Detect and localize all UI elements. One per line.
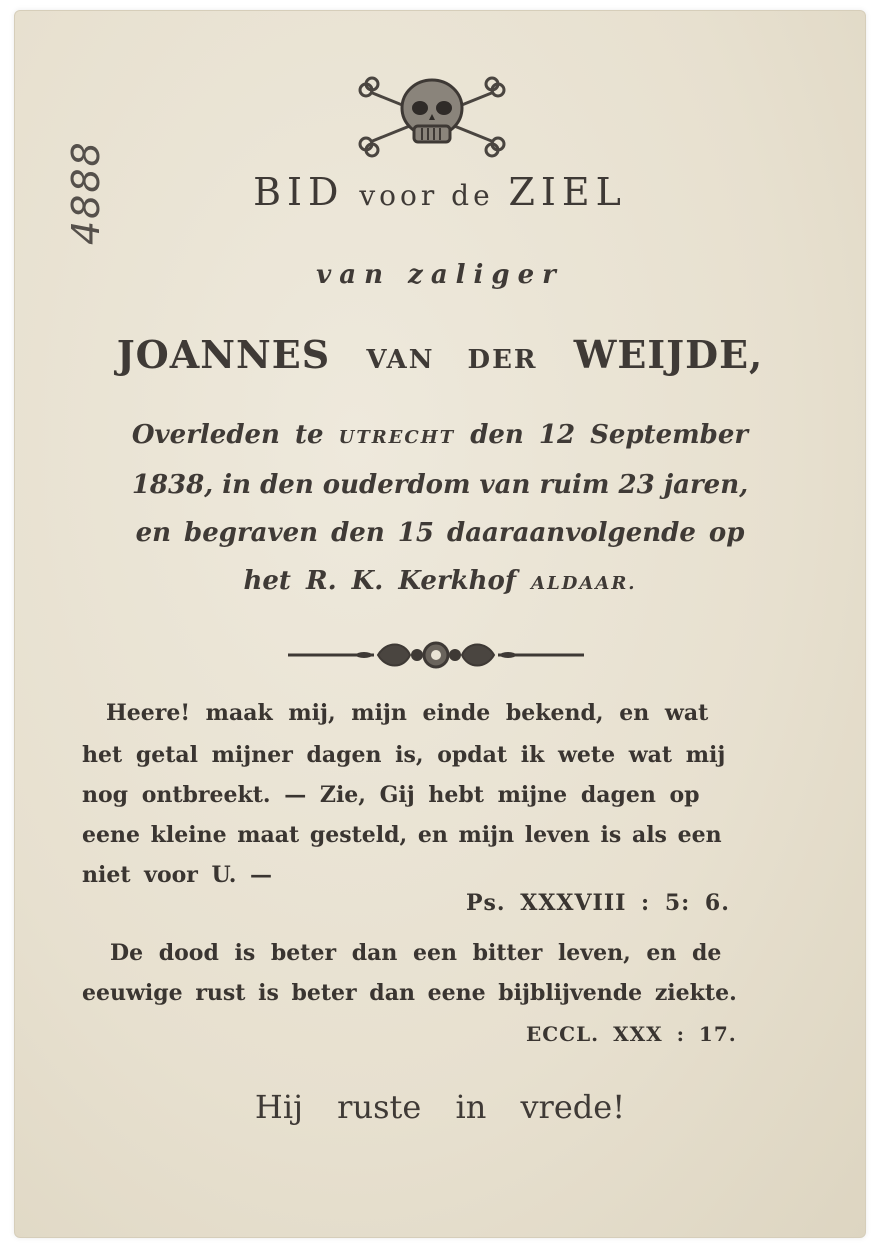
verse1-line-3: nog ontbreekt. — Zie, Gij hebt mijne dagen op (82, 782, 700, 808)
details-there: ALDAAR. (531, 573, 637, 594)
details-died-at: Overleden te (131, 420, 324, 450)
details-cemetery: het R. K. Kerkhof (243, 566, 517, 596)
verse1-line-1: Heere! maak mij, mijn einde bekend, en wat (106, 700, 709, 726)
name-first: JOANNES (116, 332, 331, 377)
details-line-2: 1838, in den ouderdom van ruim 23 jaren, (131, 470, 749, 500)
name-middle: VAN DER (366, 345, 538, 375)
details-line-3: en begraven den 15 daaraanvolgende op (135, 518, 745, 548)
details-city: UTRECHT (338, 427, 456, 448)
title-bid: BID (253, 170, 345, 214)
verse2-line-1: De dood is beter dan een bitter leven, en de (110, 940, 722, 966)
verse1-line-4: eene kleine maat gesteld, en mijn leven is als een (82, 822, 722, 848)
details-line-1 (14, 420, 866, 450)
title-voor-de: voor de (359, 179, 494, 212)
inventory-number: 4888 (64, 140, 108, 245)
closing-prayer: Hij ruste in vrede! (254, 1088, 626, 1126)
card-title (14, 170, 866, 214)
details-date: den 12 September (470, 420, 749, 450)
memorial-card (14, 10, 866, 1238)
title-ziel: ZIEL (508, 170, 627, 214)
verse2-reference: ECCL. XXX : 17. (526, 1022, 737, 1046)
name-last: WEIJDE, (573, 332, 764, 377)
verse1-line-5: niet voor U. — (82, 862, 273, 888)
skull-crossbones-icon (352, 70, 512, 160)
verse1-reference: Ps. XXXVIII : 5: 6. (466, 890, 730, 916)
verse1-line-2: het getal mijner dagen is, opdat ik wete wat mij (82, 742, 726, 768)
card-subtitle: van zaliger (316, 260, 564, 290)
ornament-divider-icon (286, 635, 586, 675)
deceased-name (14, 332, 866, 377)
verse2-line-2: eeuwige rust is beter dan eene bijblijvende ziekte. (82, 980, 737, 1006)
details-line-4 (14, 566, 866, 596)
